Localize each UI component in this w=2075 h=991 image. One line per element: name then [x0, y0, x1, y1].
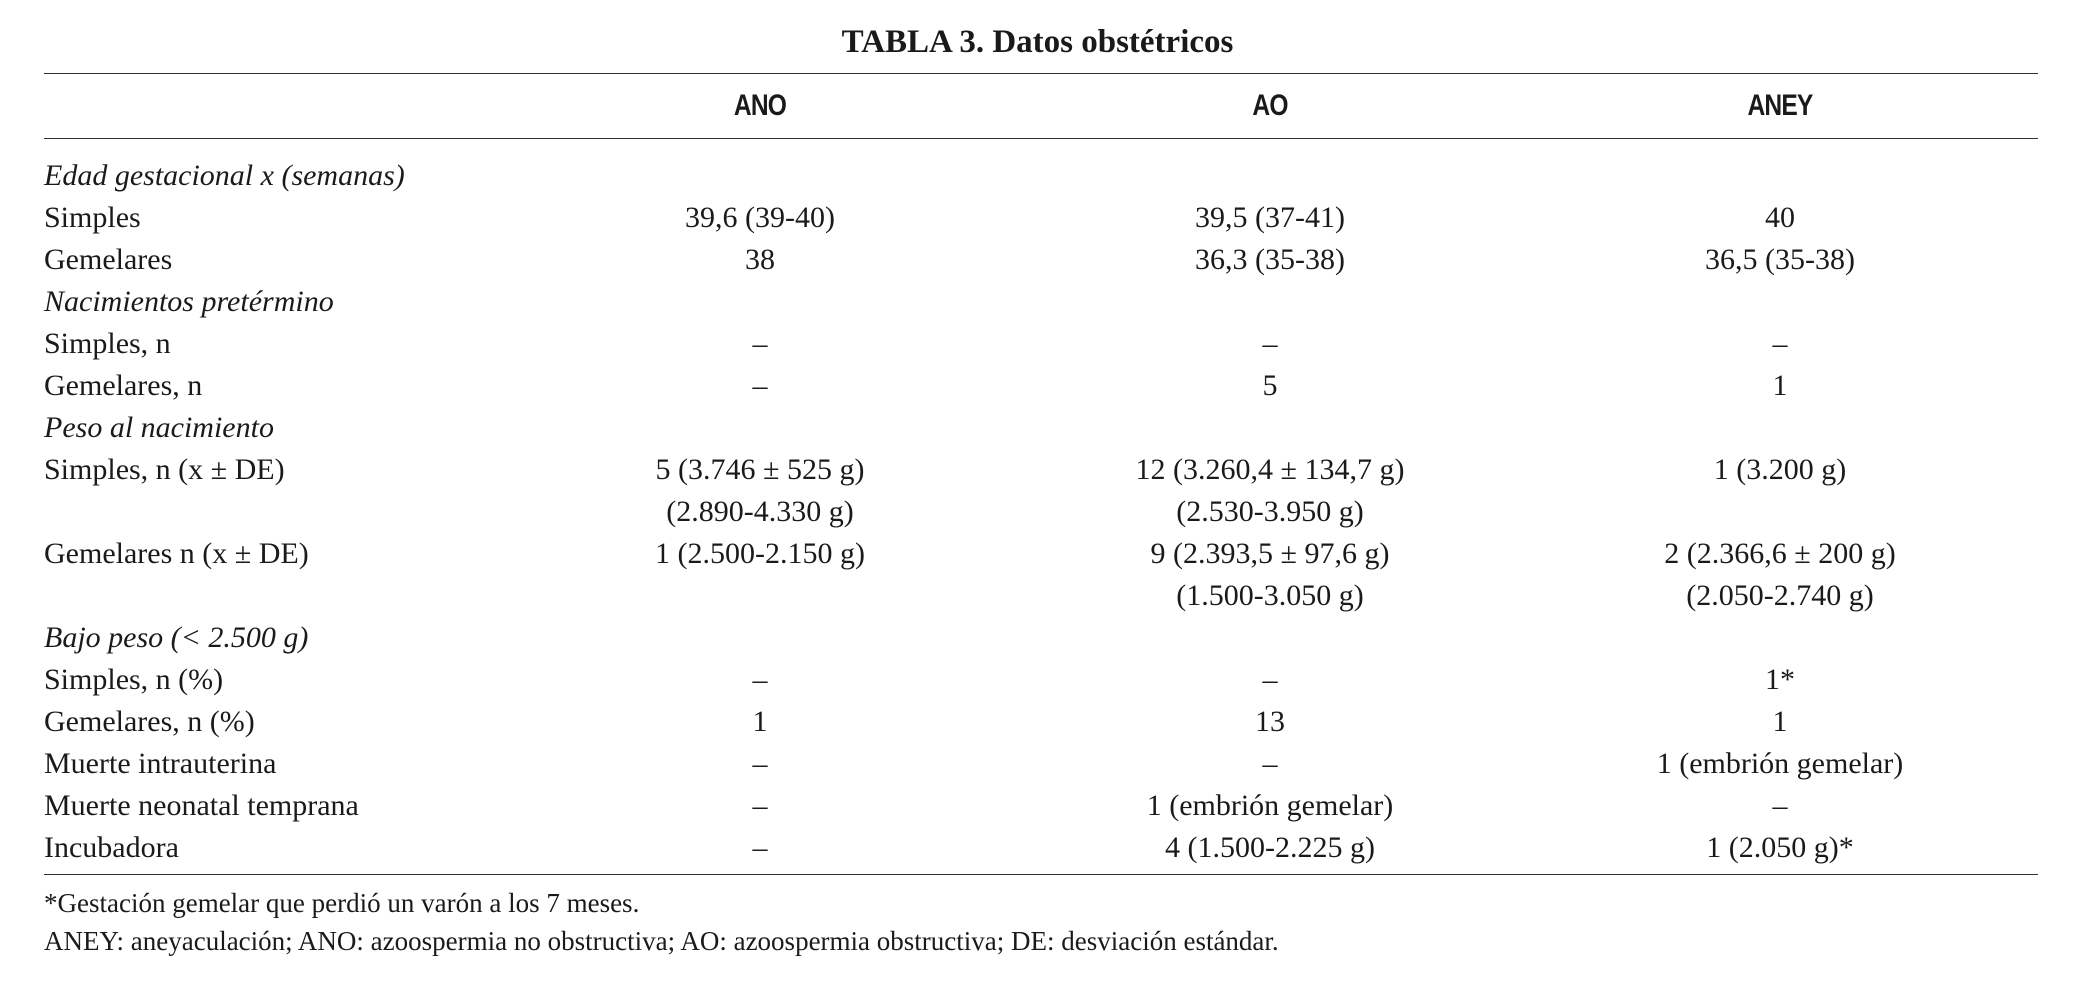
table-row: [0, 701, 2075, 743]
table-row: [0, 827, 2075, 869]
row-label: Simples, n (%): [44, 663, 224, 696]
cell-aney: [1560, 743, 2000, 785]
section-row: [0, 155, 2075, 197]
cell-value: 5 (3.746 ± 525 g): [655, 453, 865, 486]
row-label: Gemelares n (x ± DE): [44, 537, 309, 570]
cell-ao: [1050, 827, 1490, 869]
table-row: [0, 785, 2075, 827]
table-row: [0, 743, 2075, 785]
row-label: Gemelares, n: [44, 369, 203, 402]
cell-value: 12 (3.260,4 ± 134,7 g): [1135, 453, 1405, 486]
table-row: [0, 659, 2075, 701]
cell-ano: [540, 701, 980, 743]
cell-ao: [1050, 659, 1490, 701]
row-label: Incubadora: [44, 831, 179, 864]
cell-aney: [1560, 827, 2000, 869]
cell-ano: [540, 743, 980, 785]
cell-value: 36,3 (35-38): [1195, 243, 1345, 276]
cell-aney: [1560, 239, 2000, 281]
cell-ao: [1050, 743, 1490, 785]
cell-value: –: [752, 789, 768, 822]
cell-value: 36,5 (35-38): [1705, 243, 1855, 276]
footnote-abbreviations: ANEY: aneyaculación; ANO: azoospermia no obstructiva; AO: azoospermia obstructiva; DE: desviación estándar.: [44, 926, 1279, 956]
section-label: Edad gestacional x (semanas): [44, 159, 405, 192]
cell-value: –: [752, 831, 768, 864]
section-label: Bajo peso (< 2.500 g): [44, 621, 309, 654]
cell-aney: [1560, 659, 2000, 701]
section-label: Nacimientos pretérmino: [44, 285, 334, 318]
cell-ano: [540, 785, 980, 827]
cell-value: 1*: [1765, 663, 1795, 696]
table-row: [0, 239, 2075, 281]
cell-value: 5: [1262, 369, 1278, 402]
cell-aney: [1560, 365, 2000, 407]
row-label: Simples, n (x ± DE): [44, 453, 285, 486]
cell-value: –: [752, 327, 768, 360]
column-header-ao: AO: [1252, 89, 1288, 122]
cell-value: –: [752, 663, 768, 696]
cell-value: 1 (3.200 g): [1713, 453, 1847, 486]
cell-value: –: [752, 369, 768, 402]
row-label: Gemelares: [44, 243, 173, 276]
cell-value: 40: [1765, 201, 1795, 234]
cell-value: 1 (embrión gemelar): [1146, 789, 1394, 822]
cell-value: 13: [1255, 705, 1285, 738]
table-row: [0, 365, 2075, 407]
cell-ao: [1050, 197, 1490, 239]
cell-ao: [1050, 785, 1490, 827]
row-label: Muerte neonatal temprana: [44, 789, 359, 822]
cell-ao: [1050, 239, 1490, 281]
row-label: Muerte intrauterina: [44, 747, 277, 780]
cell-value: 1 (2.050 g)*: [1706, 831, 1854, 864]
cell-ano: [540, 323, 980, 365]
cell-value: –: [1772, 789, 1788, 822]
cell-value: 38: [745, 243, 775, 276]
cell-value: (2.050-2.740 g): [1686, 579, 1874, 612]
cell-ano: [540, 659, 980, 701]
table-body: [0, 155, 2075, 869]
cell-value: 1: [752, 705, 768, 738]
table-row: [0, 323, 2075, 365]
cell-value: (2.530-3.950 g): [1176, 495, 1364, 528]
cell-value: –: [1262, 327, 1278, 360]
cell-value: 2 (2.366,6 ± 200 g): [1664, 537, 1896, 570]
cell-ao: [1050, 449, 1490, 533]
row-label: Gemelares, n (%): [44, 705, 255, 738]
cell-aney: [1560, 533, 2000, 617]
section-label: Peso al nacimiento: [44, 411, 274, 444]
cell-ano: [540, 197, 980, 239]
top-rule: [44, 73, 2038, 74]
table-title: TABLA 3. Datos obstétricos: [841, 24, 1234, 60]
table-row: [0, 533, 2075, 617]
bottom-rule: [44, 874, 2038, 875]
cell-aney: [1560, 449, 2000, 491]
cell-value: –: [1772, 327, 1788, 360]
footnote-asterisk: *Gestación gemelar que perdió un varón a los 7 meses.: [44, 888, 640, 918]
section-row: [0, 281, 2075, 323]
section-row: [0, 407, 2075, 449]
cell-ao: [1050, 365, 1490, 407]
cell-value: (2.890-4.330 g): [666, 495, 854, 528]
cell-value: –: [1262, 747, 1278, 780]
row-label: Simples, n: [44, 327, 171, 360]
cell-ao: [1050, 533, 1490, 617]
cell-ano: [540, 827, 980, 869]
cell-ao: [1050, 701, 1490, 743]
column-header-aney: ANEY: [1747, 89, 1813, 122]
header-rule: [44, 138, 2038, 139]
cell-ao: [1050, 323, 1490, 365]
cell-ano: [540, 365, 980, 407]
cell-value: 39,5 (37-41): [1195, 201, 1345, 234]
cell-value: 1: [1772, 705, 1788, 738]
row-label: Simples: [44, 201, 141, 234]
section-row: [0, 617, 2075, 659]
cell-value: 1 (embrión gemelar): [1656, 747, 1904, 780]
cell-value: 4 (1.500-2.225 g): [1165, 831, 1375, 864]
cell-aney: [1560, 701, 2000, 743]
footnotes: [44, 884, 2034, 960]
cell-value: –: [752, 747, 768, 780]
cell-aney: [1560, 785, 2000, 827]
cell-value: (1.500-3.050 g): [1176, 579, 1364, 612]
cell-ano: [540, 533, 980, 575]
cell-value: 39,6 (39-40): [685, 201, 835, 234]
column-header-ano: ANO: [733, 89, 787, 122]
cell-ano: [540, 449, 980, 533]
cell-ano: [540, 239, 980, 281]
cell-aney: [1560, 197, 2000, 239]
table-row: [0, 197, 2075, 239]
cell-value: 1 (2.500-2.150 g): [655, 537, 865, 570]
cell-value: –: [1262, 663, 1278, 696]
cell-value: 1: [1772, 369, 1788, 402]
cell-value: 9 (2.393,5 ± 97,6 g): [1150, 537, 1390, 570]
table-row: [0, 449, 2075, 533]
cell-aney: [1560, 323, 2000, 365]
